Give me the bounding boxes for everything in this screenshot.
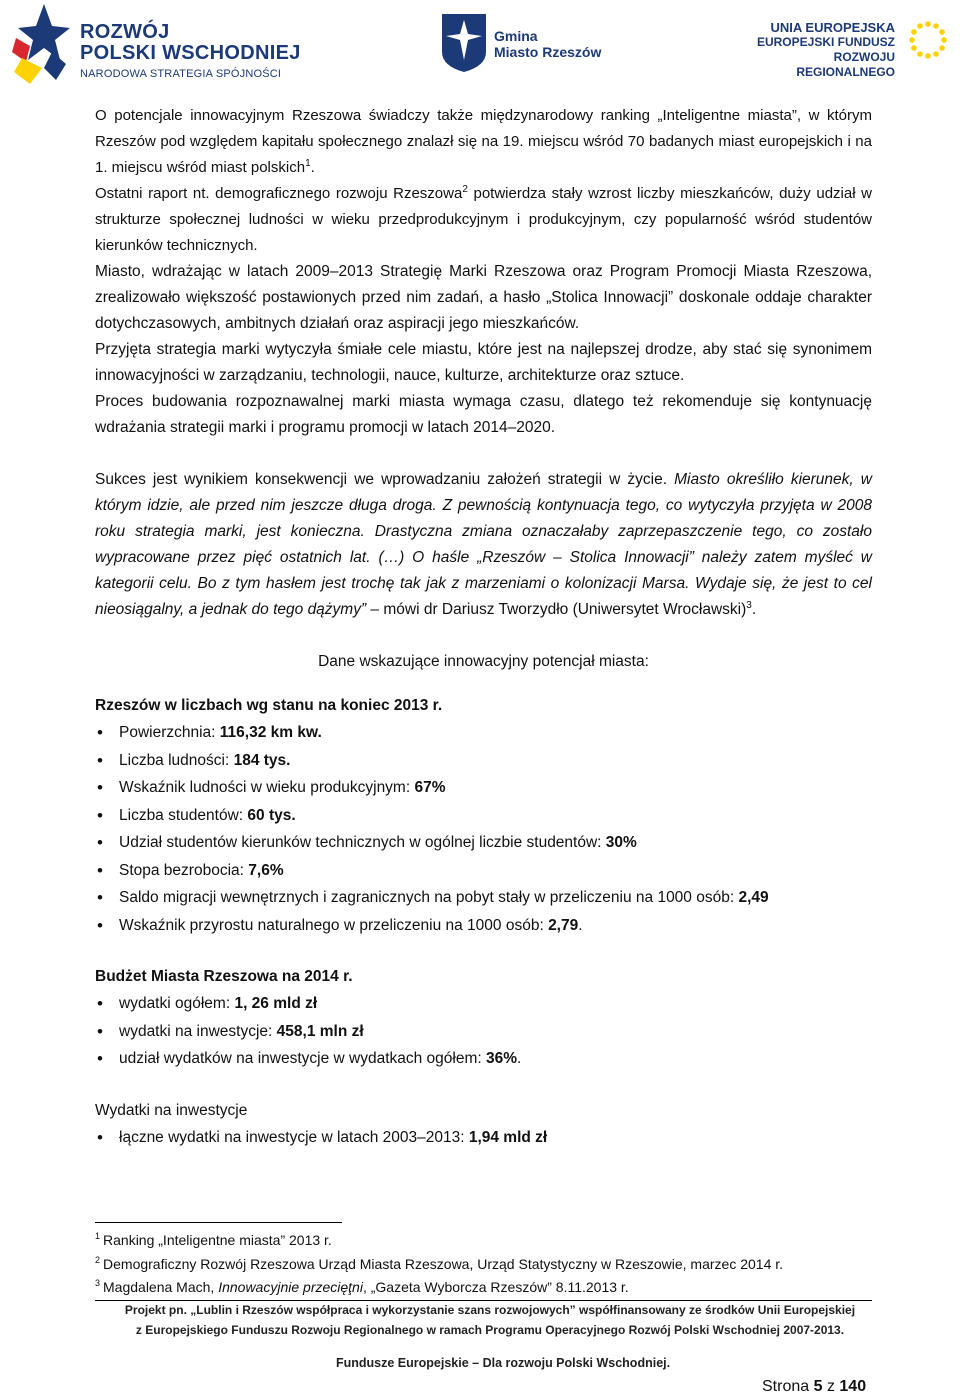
list-item: • Saldo migracji wewnętrznych i zagranicznych na pobyt stały w przeliczeniu na 1000 osób: 2,49	[95, 884, 872, 912]
stats-heading: Rzeszów w liczbach wg stanu na koniec 2013 r.	[95, 697, 443, 714]
gmina-rzeszow-logo	[440, 8, 620, 78]
eu-line-1: UNIA EUROPEJSKA	[770, 20, 895, 35]
project-line-2: z Europejskiego Funduszu Rozwoju Regionalnego w ramach Programu Operacyjnego Rozwój Polski Wschodniej 2007-2013.	[135, 1323, 845, 1337]
list-item: • udział wydatków na inwestycje w wydatkach ogółem: 36%.	[95, 1045, 872, 1073]
list-item: • Powierzchnia: 116,32 km kw.	[95, 719, 872, 747]
eu-flag-icon	[901, 13, 955, 75]
list-item: • wydatki na inwestycje: 458,1 mln zł	[95, 1018, 872, 1046]
paragraph-demography: Ostatni raport nt. demograficznego rozwoju Rzeszowa$^2$ potwierdza stały wzrost liczby mieszkańców, duży udział w strukturze społecznej ludności w wieku przedprodukcyjnym i produkcyjnym, czy popularność wśród studentów kierunków technicznych.	[95, 184, 872, 254]
investment-heading: Wydatki na inwestycje	[95, 1101, 248, 1119]
footnote-ref-1[interactable]: 1	[305, 158, 311, 169]
cross-shield-icon	[440, 12, 488, 74]
eu-line-2: EUROPEJSKI FUNDUSZ	[756, 35, 895, 49]
list-item: • Liczba studentów: 60 tys.	[95, 802, 872, 830]
list-item: • wydatki ogółem: 1, 26 mld zł	[95, 990, 872, 1018]
stats-list	[95, 719, 872, 939]
gmina-line-1: Gmina	[494, 28, 538, 44]
document-body	[95, 103, 872, 1151]
logo-line-3: NARODOWA STRATEGIA SPÓJNOŚCI	[80, 68, 282, 80]
list-item: • Stopa bezrobocia: 7,6%	[95, 857, 872, 885]
paragraph-brand-goals: Przyjęta strategia marki wytyczyła śmiałe cele miastu, które jest na najlepszej drodze, aby stać się synonimem innowacyjności w zarządzaniu, technologii, nauce, kulturze, architekturze oraz sztuce.	[95, 341, 872, 384]
list-item: • Wskaźnik ludności w wieku produkcyjnym: 67%	[95, 774, 872, 802]
quote-text: Miasto określiło kierunek, w którym idzie, ale przed nim jeszcze długa droga. Z pewnością kontynuacja tego, co wytyczyła przyjęta w 2008 roku strategia marki, jest konieczna. Drastyczna zmiana oznaczałaby zaprzepaszczenie tego, co zostało wypracowane przez pięć ostatnich lat. (…) O haśle „Rzeszów – Stolica Innowacji” należy zatem myśleć w kategorii celu. Bo z tym hasłem jest trochę tak jak z marzeniami o kolonizacji Marsa. Wydaje się, że jest to cel nieosiągalny, a jednak do tego dążymy” –	[95, 471, 872, 618]
logo-line-1: ROZWÓJ	[80, 21, 170, 43]
paragraph-recommendation: Proces budowania rozpoznawalnej marki miasta wymaga czasu, dlatego też rekomenduje się kontynuację wdrażania strategii marki i programu promocji w latach 2014–2020.	[95, 393, 872, 436]
gmina-line-2: Miasto Rzeszów	[494, 44, 602, 60]
star-burst-icon	[8, 2, 72, 86]
paragraph-quote: Sukces jest wynikiem konsekwencji we wprowadzaniu założeń strategii w życie. Miasto określiło kierunek, w którym idzie, ale przed nim jeszcze długa droga. Z pewnością kontynuacja tego, co wytyczyła przyjęta w 2008 roku strategia marki, jest konieczna. Drastyczna zmiana oznaczałaby zaprzepaszczenie tego, co zostało wypracowane przez pięć ostatnich lat. (…) O haśle „Rzeszów – Stolica Innowacji” należy zatem myśleć w kategorii celu. Bo z tym hasłem jest trochę tak jak z marzeniami o kolonizacji Marsa. Wydaje się, że jest to cel nieosiągalny, a jednak do tego dążymy” – mówi dr Dariusz Tworzydło (Uniwersytet Wrocławski)$^3$.	[95, 471, 872, 618]
section-heading-potential: Dane wskazujące innowacyjny potencjał miasta:	[318, 653, 649, 670]
eu-fund-logo	[745, 8, 957, 78]
paragraph-ranking: O potencjale innowacyjnym Rzeszowa świadczy także międzynarodowy ranking „Inteligentne miasta”, w którym Rzeszów pod względem kapitału społecznego znalazł się na 19. miejscu wśród 70 badanych miast europejskich i na 1. miejscu wśród miast polskich$^1$.	[95, 107, 872, 176]
budget-list	[95, 990, 872, 1073]
budget-heading: Budżet Miasta Rzeszowa na 2014 r.	[95, 968, 353, 985]
eu-funds-slogan: Fundusze Europejskie – Dla rozwoju Polski Wschodniej.	[336, 1356, 671, 1370]
list-item: • Wskaźnik przyrostu naturalnego w przeliczeniu na 1000 osób: 2,79.	[95, 912, 872, 940]
page-number: Strona 5 z 140	[762, 1378, 867, 1395]
logo-line-2: POLSKI WSCHODNIEJ	[80, 42, 301, 64]
footnote-1: $^1$ Ranking „Inteligentne miasta” 2013 r.	[95, 1231, 332, 1248]
project-info	[120, 1300, 860, 1340]
footnotes	[95, 1222, 885, 1300]
project-line-1: Projekt pn. „Lublin i Rzeszów współpraca i wykorzystanie szans rozwojowych” współfinansowany ze środków Unii Europejskiej	[124, 1303, 856, 1317]
list-item: • łączne wydatki na inwestycje w latach 2003–2013: 1,94 mld zł	[95, 1124, 872, 1152]
list-item: • Udział studentów kierunków technicznych w ogólnej liczbie studentów: 30%	[95, 829, 872, 857]
footnote-ref-3[interactable]: 3	[746, 599, 752, 611]
footnote-3: $^3$ Magdalena Mach, Innowacyjnie przecięţni, „Gazeta Wyborcza Rzeszów” 8.11.2013 r.	[95, 1278, 629, 1295]
list-item: • Liczba ludności: 184 tys.	[95, 747, 872, 775]
eu-line-3: ROZWOJU REGIONALNEGO	[796, 50, 895, 79]
paragraph-strategy: Miasto, wdrażając w latach 2009–2013 Strategię Marki Rzeszowa oraz Program Promocji Miasta Rzeszowa, zrealizowało większość postawionych przed nim zadań, a hasło „Stolica Innowacji” doskonale oddaje charakter dotychczasowych, ambitnych działań oraz aspiracji jego mieszkańców.	[95, 263, 872, 332]
investment-list	[95, 1124, 872, 1152]
rozwoj-polski-wschodniej-logo	[8, 2, 308, 86]
footnote-divider	[95, 1222, 342, 1223]
page-header	[0, 0, 960, 95]
footnote-ref-2[interactable]: 2	[462, 184, 468, 195]
footnote-2: $^2$ Demograficzny Rozwój Rzeszowa Urząd Miasta Rzeszowa, Urząd Statystyczny w Rzeszowie, marzec 2014 r.	[95, 1254, 784, 1272]
